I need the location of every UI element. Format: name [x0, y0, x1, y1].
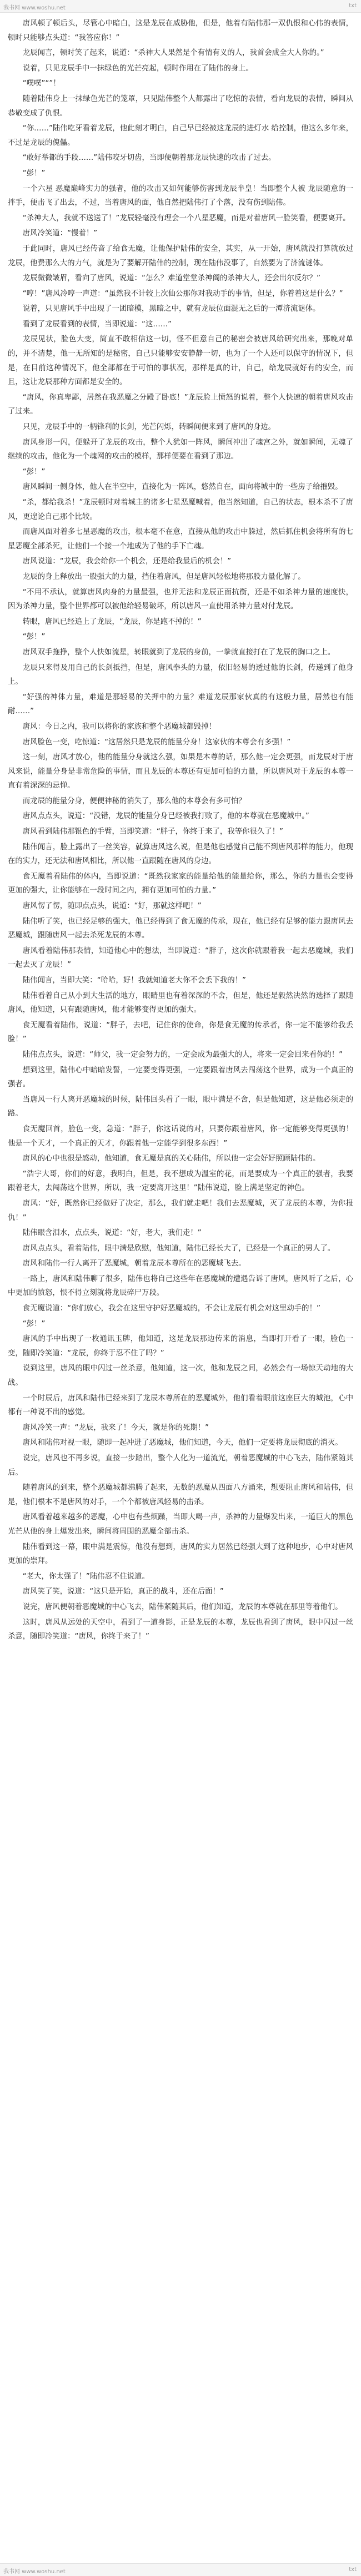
paragraph: 唐风脸色一变，吃惊道：“这居然只是龙辰的能量分身！这家伙的本尊会有多强！”	[22, 738, 291, 747]
paragraph: 陆伟闻言，当即大笑：“哈哈，好！我就知道老大你不会丢下我的！”	[22, 976, 246, 985]
paragraph: “彭！”	[22, 467, 46, 476]
paragraph: 唐风点点头，看着陆伟，眼中满是欣慰，他知道，陆伟已经长大了，已经是一个真正的男人了。	[22, 1244, 335, 1253]
paragraph: 龙辰只来得及用自己的长剑抵挡，但是，唐风拳头的力量，依旧轻易的透过他的长剑，传递到了他身上。	[8, 663, 353, 687]
paragraph: 陆伟看到这一幕，眼中满是震惊，他没有想到，唐风的实力居然已经强大到了这种地步，心中对唐风更加的崇拜。	[8, 1542, 353, 1566]
paragraph: “彭！”	[22, 1319, 46, 1328]
paragraph: 唐风：“好，既然你已经做好了决定，那么，我们就走吧！我们去恶魔城，灭了龙辰的本尊，为你报仇！”	[8, 1199, 353, 1222]
paragraph: 唐风说道：“龙辰，我会给你一个机会，还是给我最后的机会！”	[22, 557, 232, 566]
paragraph: 唐风冷笑一声：“龙辰，我来了！今天，就是你的死期！”	[22, 1423, 209, 1432]
paragraph: “彭！”	[22, 169, 46, 178]
paragraph: “哼！”唐风冷哼一声道：“虽然我不计较上次仙公那你对我动手的事情，但是，你着着这是什么？”	[22, 289, 343, 298]
paragraph: 龙辰微微皱眉，看向了唐风，说道：“怎么？难道堂堂杀神阁的杀神大人，还会出尔反尔？”	[22, 274, 320, 283]
paragraph: 唐风和陆伟对视一眼，随即一起冲进了恶魔城，他们知道，今天，他们一定要将龙辰彻底的消灭。	[22, 1439, 343, 1448]
paragraph: 唐风笑了笑，说道：“这只是开始，真正的战斗，还在后面！”	[22, 1587, 224, 1596]
paragraph: “浩宇大哥，你们的好意，我明白，但是，我不想成为温室的花，而是要成为一个真正的强者，我要跟着老大，去闯荡这个世界，所以，我一定要离开这里！”陆伟说道，脸上满是坚定的神色。	[8, 1169, 353, 1193]
paragraph: “好强的神体力量，难道是那轻易的关押中的力量？难道龙辰那家伙真的有这般力量，居然也有能耐……”	[8, 693, 353, 716]
paragraph: 唐风和陆伟一行人离开了恶魔城，朝着龙辰本尊所在的恶魔城飞去。	[22, 1259, 246, 1268]
paragraph: 当唐风一行人离开恶魔城的时候，陆伟回头看了一眼，眼中满是不舍，但是他知道，这是他必须走的路。	[8, 1095, 353, 1118]
paragraph: 陆伟看着自己从小到大生活的地方，眼睛里也有着深深的不舍，但是，他还是毅然决然的选择了跟随唐风，他知道，只有跟随唐风，他才能够变得更加的强大。	[8, 991, 353, 1015]
paragraph: 食无魔回首，脸色一变，急道：“胖子，你这话说的对，只要你跟着唐风，你一定能够变得更强的！他是一个天才，一个真正的天才，你跟着他一定能学到很多东西！”	[8, 1125, 353, 1148]
header-site: 我书网 www.woshu.net	[3, 5, 66, 11]
paragraph: 唐风瞬间一侧身体，他人在半空中，直接化为一阵风，悠然自在，面向将城中的一些房子给摧毁。	[22, 483, 343, 492]
paragraph: “杀神大人，我就不送送了！”龙辰轻毫没有理会一个八星恶魔，而是对着唐风一脸笑看，便要离开。	[22, 214, 350, 223]
paragraph: 唐风的手中出现了一枚通讯玉牌，他知道，这是龙辰那边传来的消息，当即打开看了一眼，脸色一变，随即冷笑道：“龙辰，你终于忍不住了吗？”	[8, 1335, 353, 1358]
paragraph: 唐风的心中也很是感动，他知道，食无魔是真的关心陆伟，所以他一定会好好照顾陆伟的。	[22, 1155, 320, 1163]
paragraph: 唐风点点头，说道：“没错，龙辰的能量分身已经被我打败了，他的本尊就在恶魔城中。”	[22, 812, 309, 821]
paragraph: 陆伟闻言，脸上露出了一丝笑容，就算唐风这么说，但是他也感觉自己能不到唐风那样的能力，他现在的实力，还无法和唐风相比，所以他一直跟随在唐风的身边。	[8, 843, 353, 866]
paragraph: “不用不承认，就算唐风肉身的力量最强，也并无法和龙辰正面抗衡，还是不如杀神力量的速度快，因为杀神力量，整个世界都可以被他给轻易破坏，所以唐风一直使用杀神力量对付龙辰。	[8, 588, 353, 611]
paragraph: 一个时辰后，唐风和陆伟已经来到了龙辰本尊所在的恶魔城外，他们看着眼前这座巨大的城池，心中都有一种说不出的感觉。	[8, 1394, 353, 1417]
paragraph: 说完，唐风也不再多说，直接一步踏出，整个人化为一道流光，朝着恶魔城的中心飞去，陆伟紧随其后。	[8, 1454, 353, 1477]
paragraph: 唐风顿了顿后头，尽管心中暗白，这是龙辰在威胁他，但是，他着有陆伟那一双仇恨和心伟的表情，顿时只能够点头道：“我答应你！”	[8, 19, 353, 42]
paragraph: “噗噗”“”！	[22, 79, 61, 88]
paragraph: 食无魔看着陆伟，说道：“胖子，去吧，记住你的使命，你是食无魔的传承者，你一定不能够给我丢脸！”	[8, 1021, 353, 1044]
paragraph: “唐风，你真卑鄙，居然在我恶魔之分殿了卧底！”龙辰脸上愤怒的说着，整个人快速的朝着唐风攻击了过来。	[8, 393, 353, 416]
paragraph: 食无魔着看陆伟的体内，当即说道：“既然我家家的能量给他的能量给你，那么，你的力量也会变得更加的强大，让你能够在一段时间之内，拥有更加可怕的力量。”	[8, 872, 353, 895]
paragraph: 这一刻，唐风才放心，他的能量分身就这么强，如果是本尊的话，那么他一定会更强，而龙辰对于唐风来说，能量分身是非常危险的事情，而且龙辰的本尊还有更加可怕的力量，所以唐风对于龙辰的本尊一直有着深深的忌惮。	[8, 753, 353, 790]
paragraph: 唐风愣了愣，随即点点头，说道：“好，那就这样吧！”	[22, 902, 202, 911]
paragraph: 说完，唐风便朝着恶魔城的中心飞去，陆伟紧随其后，他们知道，龙辰的本尊就在那里等着他们。	[22, 1602, 343, 1611]
paragraph: 转眼，唐风已经追上了龙辰，“龙辰，你是跑不掉的！”	[22, 617, 202, 626]
paragraph: 而唐风面对着多七星恶魔的攻击，根本毫不在意，直接从他的攻击中躲过，然后抓住机会将所有的七星恶魔全部杀死，让他们一个接一个地成为了他的手下亡魂。	[8, 528, 353, 551]
paragraph: 陆伟眼含泪水，点点头，说道：“好，老大，我们走！”	[22, 1229, 202, 1238]
paragraph: 一个六星 恶魔巅峰实力的强者，他的攻击又如何能够伤害到龙辰半皇！当即整个人被 龙辰随意的一拌手，便击飞了出去，不过，当着唐风的面，他自然把陆伟打了个落，没有伤到陆伟。	[8, 184, 353, 208]
paragraph: “杀，都给我杀！”龙辰顿时对着城主的诸多七星恶魔喊着，他当然知道，自己的状态，根本杀不了唐风，更遑论自己那个比较。	[8, 498, 353, 521]
paragraph: 想到这里，陆伟心中暗暗发誓，一定要变得更强，一定要跟着唐风去闯荡这个世界，成为一个真正的强者。	[8, 1066, 353, 1089]
page-header	[0, 0, 361, 13]
chapter-body	[8, 17, 353, 2558]
paragraph: 说着，只见唐风手中出现了一团暗模，黑暗之中，就有龙辰位面混无之后的一潭济流谜体。	[22, 305, 320, 314]
paragraph: 而龙辰的能量分身，便便神秘的消失了，那么他的本尊会有多可怕？	[22, 797, 246, 805]
paragraph: 唐风：今日之内，我可以将你的家族和整个恶魔城都毁掉！	[22, 722, 216, 731]
page-footer	[0, 2563, 361, 2576]
footer-page-ref: txt	[349, 2567, 357, 2573]
footer-site: 我书网 www.woshu.net	[3, 2569, 66, 2575]
paragraph: 唐风看着越来越多的恶魔，心中也有些烦躁，当即大喝一声，杀神的力量爆发出来，一道巨大的黑色光芒从他的身上爆发出来，瞬间将周围的恶魔全部击杀。	[8, 1513, 353, 1536]
paragraph: 随着唐风的到来，整个恶魔城都沸腾了起来，无数的恶魔从四面八方涌来，想要阻止唐风和陆伟，但是，他们根本不是唐风的对手，一个个都被唐风轻易的击杀。	[8, 1484, 353, 1506]
paragraph: 陆伟点点头，说道：“师父，我一定会努力的，一定会成为最强大的人，将来一定会回来看你的！”	[22, 1050, 343, 1059]
paragraph: 唐风冷笑道：“慢着！”	[22, 229, 98, 238]
paragraph: 龙辰闻言，顿时笑了起来，说道：“杀神大人果然是个有情有义的人，我首会成全大人你的。”	[22, 49, 324, 58]
paragraph: “彭！”	[22, 633, 46, 642]
paragraph: 龙辰的身上释放出一股强大的力量，挡住着唐风，但是唐风轻松地将那股力量化解了。	[22, 572, 305, 581]
paragraph: 看到了龙辰看到的表情，当即说道：“这……”	[22, 320, 172, 329]
paragraph: 一路上，唐风和陆伟聊了很多，陆伟也将自己这些年在恶魔城的遭遇告诉了唐风，唐风听了之后，心中更加的愤怒，恨不得立刻就将龙辰碎尸万段。	[8, 1274, 353, 1298]
paragraph: 唐风看着陆伟那表情，知道他心中的想法，当即说道：“胖子，这次你就跟着我一起去恶魔城，我们一起去灭了龙辰！”	[8, 946, 353, 970]
paragraph: 随着陆伟身上一抹绿色光芒的笼罩，只见陆伟整个人都露出了吃惊的表情，看向龙辰的表情，瞬间从恭敬变成了仇恨。	[8, 94, 353, 118]
paragraph: 只见，龙辰手中的一柄锋利的长剑，光芒闪烁，转瞬间便来到了唐风的身边。	[22, 423, 276, 432]
paragraph: “你……”陆伟吃牙看着龙辰，他此刻才明白，自己早已经被这龙辰的进灯水 给控制，他这么多年来，不过是龙辰的傀儡。	[8, 124, 353, 147]
paragraph: 食无魔说道：“你们放心，我会在这里守护好恶魔城的，不会让龙辰有机会对这里动手的！”	[22, 1304, 320, 1313]
paragraph: “老大，你太强了！”陆伟忍不住说道。	[22, 1572, 149, 1581]
paragraph: 陆伟听了笑，也已经足够的强大，他已经得到了食无魔的传承，现在，他已经有足够的能力跟唐风去恶魔城，跟随唐风一起去杀死龙辰的本尊。	[8, 917, 353, 940]
paragraph: 唐风身形一闪，便躲开了龙辰的攻击，整个人犹如一阵风，瞬间冲出了魂宫之外，就如瞬间，无魂了继续的攻击，他化为一个魂网的攻击的模样，那样便要在看到了那边。	[8, 438, 353, 461]
header-page-ref: txt	[349, 3, 357, 9]
paragraph: 唐风看到陆伟那银色的手臂，当即笑道：“胖子，你终于来了，我等你很久了！”	[22, 828, 283, 836]
paragraph: 于此同时，唐风已经传音了给食无魔，让他保护陆伟的安全，其实，从一开始，唐风就没打算就放过龙辰，他费那么大的力气，就是为了要解开陆伟的控制，现在陆伟没事了，自然要为了济流谜体。	[8, 244, 353, 268]
paragraph: 唐风双手拖挣，整个人快如流星，转眼就到了龙辰的身前，一拳就直接打在了龙辰的胸口之上。	[22, 648, 335, 657]
paragraph: “敢好举都的手段……”陆伟咬牙切齿，当即便朝着那龙辰快速的攻击了过去。	[22, 154, 276, 163]
paragraph: 龙辰见状，脸色大变，简直不敢相信这一切，怪不但意自己的秘密会被唐风给研究出来，那晚对单的，并不清楚，他一无所知的是秘密，自己只能够安安静静一切，也为了一个人还可以保守的情况下，但是，在目前这种情况下，他全部都在于可怕的事状况，那样是真的计，自己，给龙辰就好有的安全，而且，这让龙辰那种方面都是安全的。	[8, 335, 353, 387]
paragraph: 这时，唐风从远处的天空中，看到了一道身影，正是龙辰的本尊，龙辰也看到了唐风，眼中闪过一丝杀意，随即冷笑道：“唐风，你终于来了！”	[8, 1618, 353, 1641]
paragraph: 说到这里，唐风的眼中闪过一丝杀意，他知道，这一次，他和龙辰之间，必然会有一场惊天动地的大战。	[8, 1364, 353, 1388]
paragraph: 说着，只见龙辰手中一抹绿色的光芒亮起，顿时作用在了陆伟的身上。	[22, 64, 253, 73]
